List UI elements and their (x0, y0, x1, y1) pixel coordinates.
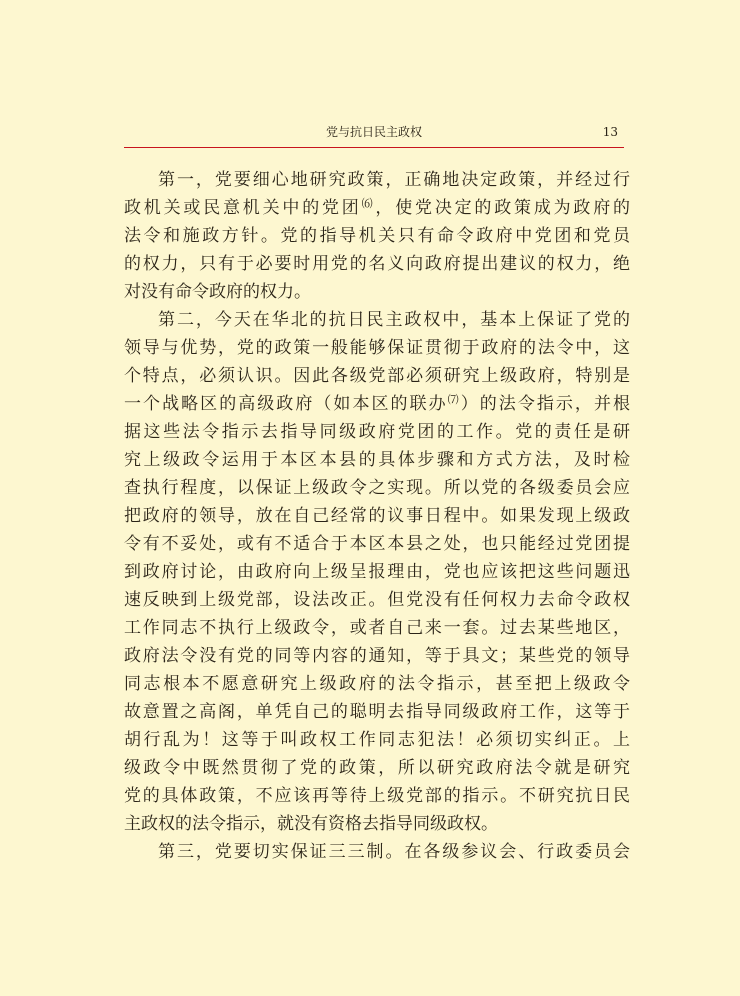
text-line: 的权力，只有于必要时用党的名义向政府提出建议的权力，绝 (124, 254, 630, 274)
text-line: 到政府讨论，由政府向上级呈报理由，党也应该把这些问题迅 (124, 562, 630, 582)
endnote-marker: ⑺ (447, 393, 461, 406)
text-line: 故意置之高阁，单凭自己的聪明去指导同级政府工作，这等于 (124, 702, 630, 722)
running-title: 党与抗日民主政权 (325, 125, 422, 139)
text-line: 第三，党要切实保证三三制。在各级参议会、行政委员会 (158, 842, 630, 862)
endnote-marker: ⑹ (361, 197, 376, 210)
text-line: 政机关或民意机关中的党团⑹，使党决定的政策成为政府的 (124, 197, 631, 218)
text-line: 第二，今天在华北的抗日民主政权中，基本上保证了党的 (158, 310, 630, 330)
text-line: 工作同志不执行上级政令，或者自己来一套。过去某些地区， (124, 618, 630, 638)
text-line: 党的具体政策，不应该再等待上级党部的指示。不研究抗日民 (124, 786, 630, 806)
text-line: 主政权的法令指示，就没有资格去指导同级政权。 (124, 814, 498, 834)
text-line: 同志根本不愿意研究上级政府的法令指示，甚至把上级政令 (124, 674, 630, 694)
header-rule (124, 147, 624, 148)
text-line: 第一，党要细心地研究政策，正确地决定政策，并经过行 (158, 170, 630, 190)
text-line: 一个战略区的高级政府（如本区的联办⑺）的法令指示，并根 (124, 393, 631, 414)
text-line: 个特点，必须认识。因此各级党部必须研究上级政府，特别是 (124, 366, 630, 386)
text-line: 速反映到上级党部，设法改正。但党没有任何权力去命令政权 (124, 590, 630, 610)
text-line: 查执行程度，以保证上级政令之实现。所以党的各级委员会应 (124, 478, 630, 498)
text-line: 胡行乱为！这等于叫政权工作同志犯法！必须切实纠正。上 (124, 730, 630, 750)
text-line: 令有不妥处，或有不适合于本区本县之处，也只能经过党团提 (124, 534, 630, 554)
text-line: 政府法令没有党的同等内容的通知，等于具文；某些党的领导 (124, 646, 630, 666)
text-line: 领导与优势，党的政策一般能够保证贯彻于政府的法令中，这 (124, 338, 630, 358)
text-line: 法令和施政方针。党的指导机关只有命令政府中党团和党员 (124, 226, 630, 246)
text-line: 对没有命令政府的权力。 (124, 282, 311, 302)
text-line: 级政令中既然贯彻了党的政策，所以研究政府法令就是研究 (124, 758, 630, 778)
body-text (124, 166, 630, 866)
page-number: 13 (602, 125, 618, 139)
text-line: 究上级政令运用于本区本县的具体步骤和方式方法，及时检 (124, 450, 630, 470)
running-head (124, 122, 624, 142)
text-line: 据这些法令指示去指导同级政府党团的工作。党的责任是研 (124, 422, 630, 442)
text-line: 把政府的领导，放在自己经常的议事日程中。如果发现上级政 (124, 506, 630, 526)
